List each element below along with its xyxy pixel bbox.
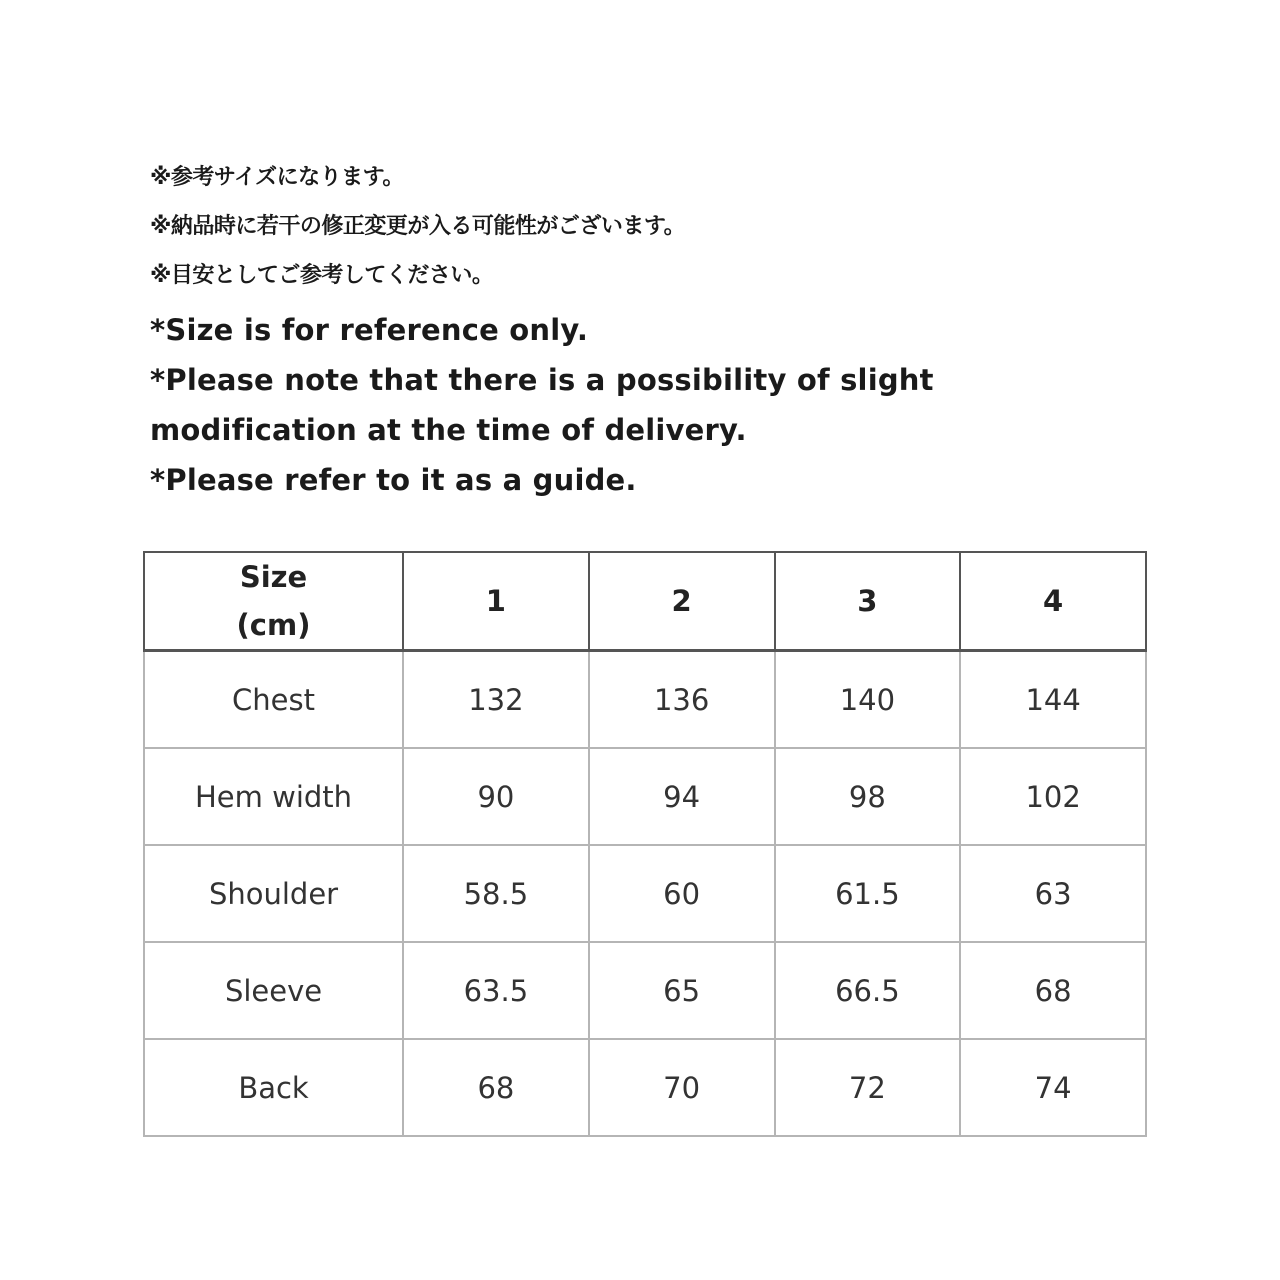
table-header-size-3: 3 bbox=[775, 552, 961, 651]
table-row bbox=[144, 651, 1146, 749]
table-cell: 63 bbox=[960, 845, 1146, 942]
table-cell: 98 bbox=[775, 748, 961, 845]
table-row bbox=[144, 1039, 1146, 1136]
table-cell: 58.5 bbox=[403, 845, 589, 942]
table-cell: 136 bbox=[589, 651, 775, 749]
notes-block bbox=[150, 158, 1150, 505]
table-header-size-2: 2 bbox=[589, 552, 775, 651]
note-en-reference-size: *Size is for reference only. bbox=[150, 313, 589, 347]
row-label-back: Back bbox=[144, 1039, 403, 1136]
table-cell: 70 bbox=[589, 1039, 775, 1136]
table-cell: 140 bbox=[775, 651, 961, 749]
table-header-size-4: 4 bbox=[960, 552, 1146, 651]
row-label-hem-width: Hem width bbox=[144, 748, 403, 845]
table-header-size-label bbox=[144, 552, 403, 651]
row-label-sleeve: Sleeve bbox=[144, 942, 403, 1039]
header-unit-text: (cm) bbox=[236, 608, 311, 642]
table-cell: 144 bbox=[960, 651, 1146, 749]
row-label-shoulder: Shoulder bbox=[144, 845, 403, 942]
size-table bbox=[143, 551, 1147, 1137]
table-cell: 72 bbox=[775, 1039, 961, 1136]
table-cell: 90 bbox=[403, 748, 589, 845]
table-cell: 60 bbox=[589, 845, 775, 942]
table-cell: 102 bbox=[960, 748, 1146, 845]
table-cell: 94 bbox=[589, 748, 775, 845]
table-row bbox=[144, 942, 1146, 1039]
note-en-guide: *Please refer to it as a guide. bbox=[150, 463, 637, 497]
note-jp-guide: ※目安としてご参考してください。 bbox=[150, 263, 494, 288]
table-row bbox=[144, 845, 1146, 942]
row-label-chest: Chest bbox=[144, 651, 403, 749]
table-cell: 65 bbox=[589, 942, 775, 1039]
table-cell: 68 bbox=[403, 1039, 589, 1136]
table-cell: 66.5 bbox=[775, 942, 961, 1039]
table-header-size-1: 1 bbox=[403, 552, 589, 651]
table-cell: 68 bbox=[960, 942, 1146, 1039]
table-cell: 61.5 bbox=[775, 845, 961, 942]
header-size-text: Size bbox=[239, 560, 308, 594]
note-en-modification: *Please note that there is a possibility of slight modification at the time of delivery. bbox=[150, 363, 934, 447]
table-cell: 74 bbox=[960, 1039, 1146, 1136]
table-header-row bbox=[144, 552, 1146, 651]
note-jp-reference-size: ※参考サイズになります。 bbox=[150, 165, 404, 190]
table-cell: 132 bbox=[403, 651, 589, 749]
table-row bbox=[144, 748, 1146, 845]
table-cell: 63.5 bbox=[403, 942, 589, 1039]
note-jp-modification: ※納品時に若干の修正変更が入る可能性がございます。 bbox=[150, 214, 686, 239]
